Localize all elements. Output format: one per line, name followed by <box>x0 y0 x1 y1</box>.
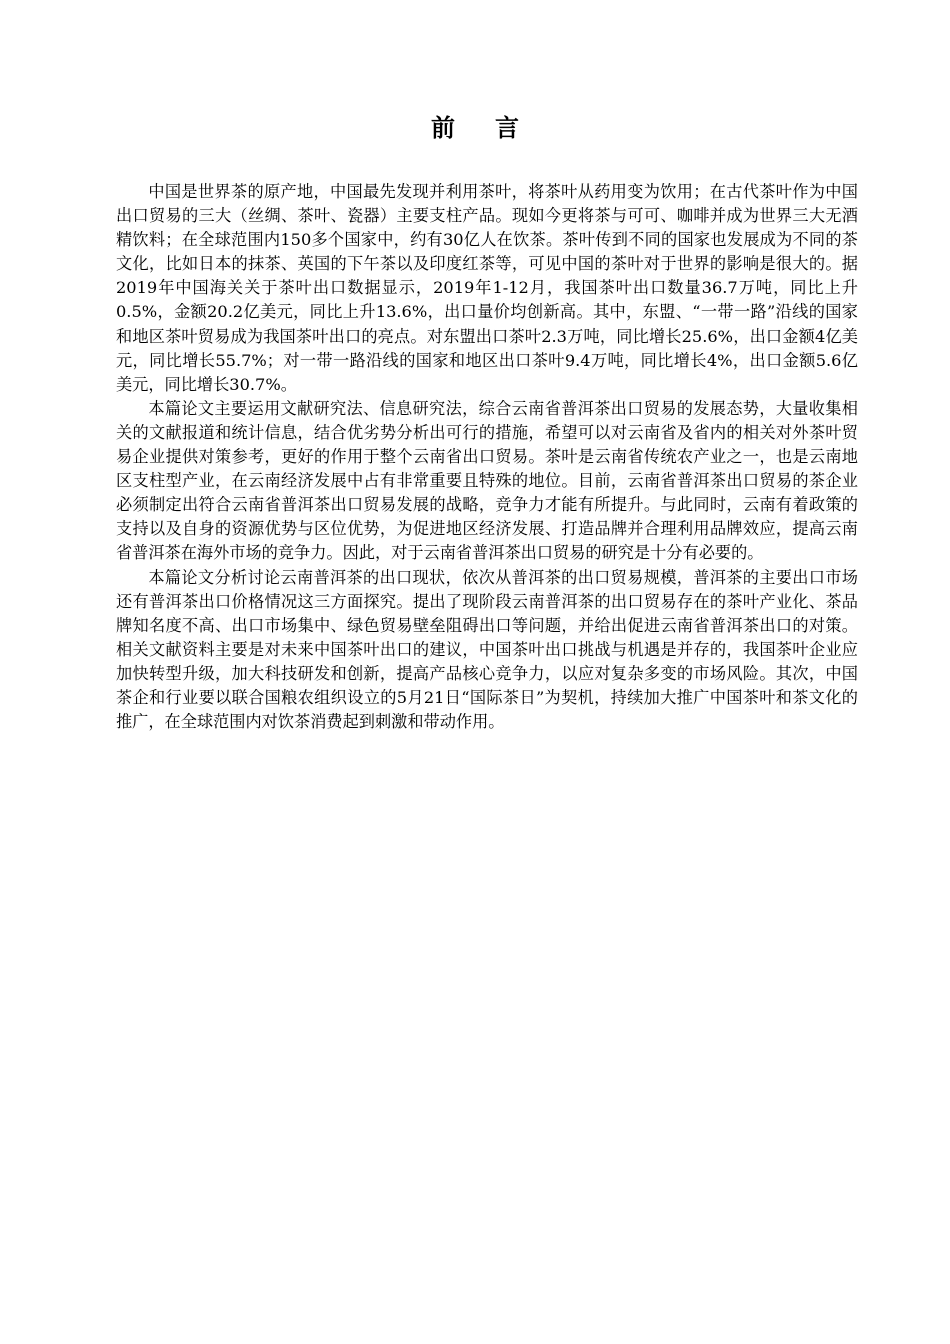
page-title: 前言 <box>431 113 559 142</box>
paragraph-3: 本篇论文分析讨论云南普洱茶的出口现状，依次从普洱茶的出口贸易规模，普洱茶的主要出口市场还有普洱茶出口价格情况这三方面探究。提出了现阶段云南普洱茶的出口贸易存在的茶叶产业化、茶品牌知名度不高、出口市场集中、绿色贸易壁垒阻碍出口等问题，并给出促进云南省普洱茶出口的对策。相关文献资料主要是对未来中国茶叶出口的建议，中国茶叶出口挑战与机遇是并存的，我国茶叶企业应加快转型升级，加大科技研发和创新，提高产品核心竞争力，以应对复杂多变的市场风险。其次，中国茶企和行业要以联合国粮农组织设立的5月21日“国际茶日”为契机，持续加大推广中国茶叶和茶文化的推广，在全球范围内对饮茶消费起到刺激和带动作用。 <box>116 567 858 732</box>
paragraph-2: 本篇论文主要运用文献研究法、信息研究法，综合云南省普洱茶出口贸易的发展态势，大量收集相关的文献报道和统计信息，结合优劣势分析出可行的措施，希望可以对云南省及省内的相关对外茶叶贸易企业提供对策参考，更好的作用于整个云南省出口贸易。茶叶是云南省传统农产业之一，也是云南地区支柱型产业，在云南经济发展中占有非常重要且特殊的地位。目前，云南省普洱茶出口贸易的茶企业必须制定出符合云南省普洱茶出口贸易发展的战略，竞争力才能有所提升。与此同时，云南有着政策的支持以及自身的资源优势与区位优势，为促进地区经济发展、打造品牌并合理利用品牌效应，提高云南省普洱茶在海外市场的竞争力。因此，对于云南省普洱茶出口贸易的研究是十分有必要的。 <box>116 398 858 563</box>
paragraph-1: 中国是世界茶的原产地，中国最先发现并利用茶叶，将茶叶从药用变为饮用；在古代茶叶作为中国出口贸易的三大（丝绸、茶叶、瓷器）主要支柱产品。现如今更将茶与可可、咖啡并成为世界三大无酒精饮料；在全球范围内150多个国家中，约有30亿人在饮茶。茶叶传到不同的国家也发展成为不同的茶文化，比如日本的抹茶、英国的下午茶以及印度红茶等，可见中国的茶叶对于世界的影响是很大的。据2019年中国海关关于茶叶出口数据显示，2019年1-12月，我国茶叶出口数量36.7万吨，同比上升0.5%，金额20.2亿美元，同比上升13.6%，出口量价均创新高。其中，东盟、“一带一路”沿线的国家和地区茶叶贸易成为我国茶叶出口的亮点。对东盟出口茶叶2.3万吨，同比增长25.6%，出口金额4亿美元，同比增长55.7%；对一带一路沿线的国家和地区出口茶叶9.4万吨，同比增长4%，出口金额5.6亿美元，同比增长30.7%。 <box>116 182 858 394</box>
preface-body <box>116 180 858 734</box>
